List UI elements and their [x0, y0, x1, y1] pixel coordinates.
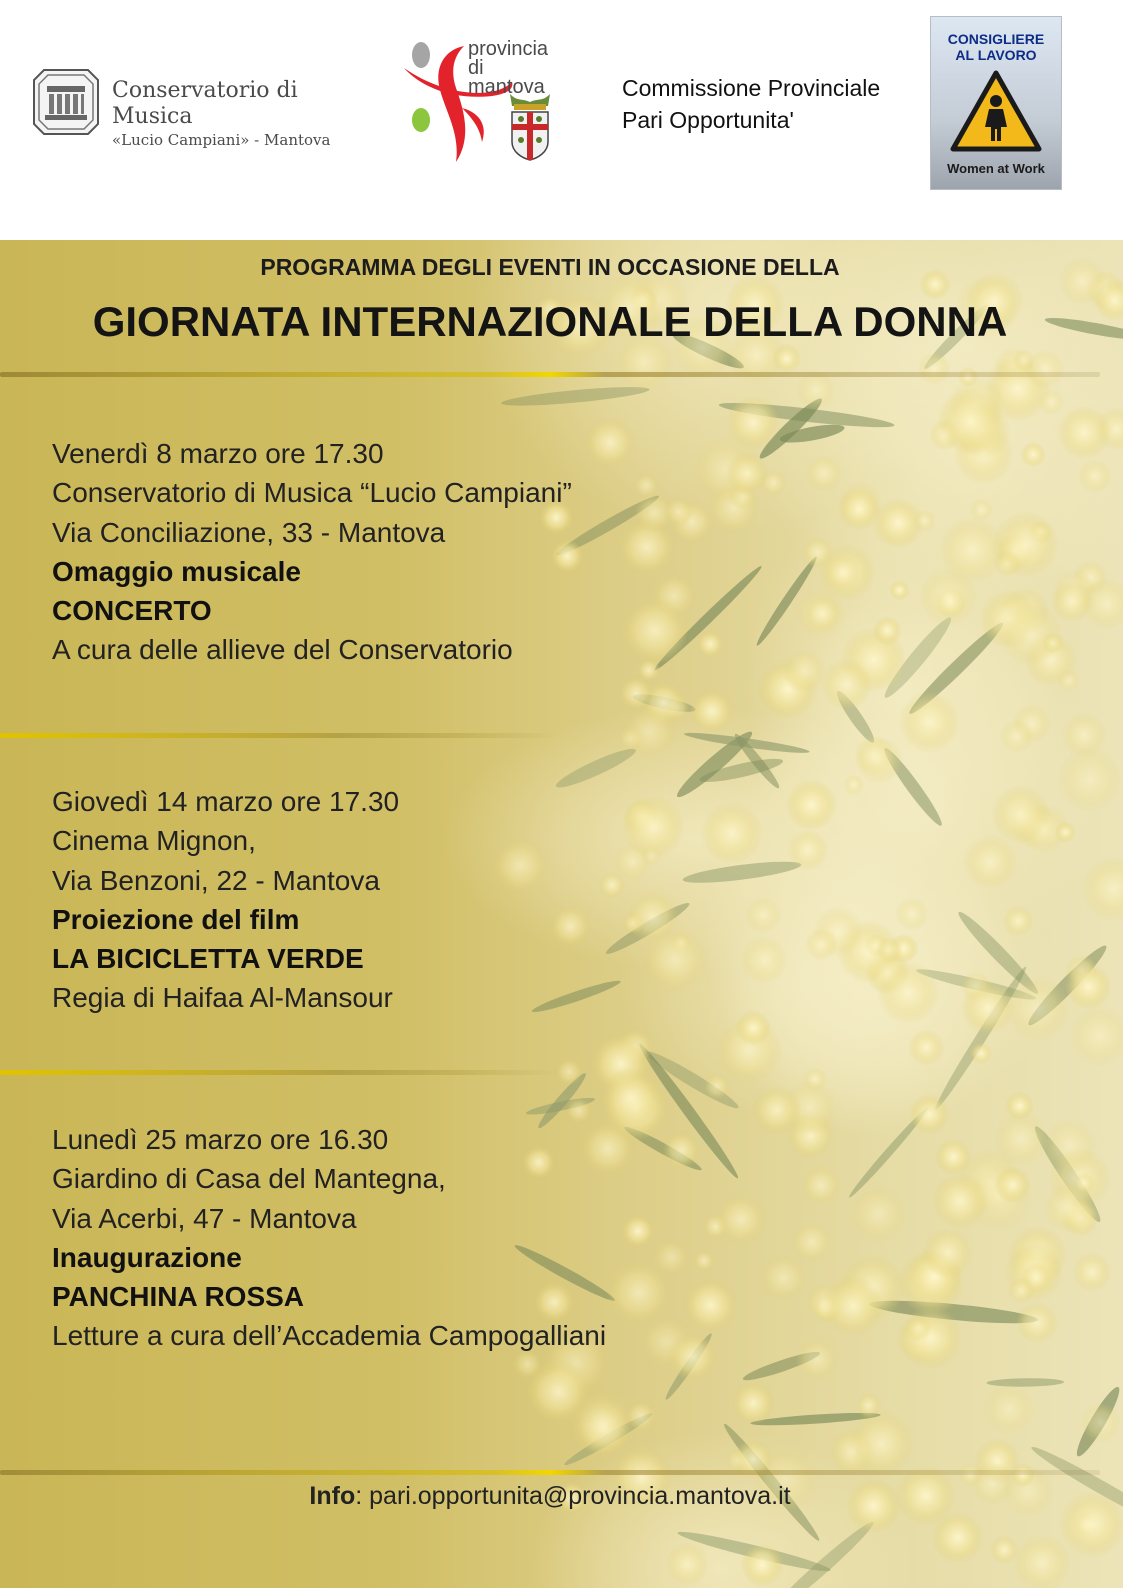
event-venue: Giardino di Casa del Mantegna, — [52, 1163, 446, 1195]
consigliere-logo — [930, 16, 1062, 190]
event-date: Giovedì 14 marzo ore 17.30 — [52, 786, 400, 817]
event-address: Via Benzoni, 22 - Mantova — [52, 864, 380, 896]
event-title: PANCHINA ROSSA — [52, 1281, 305, 1313]
event-note: A cura delle allieve del Conservatorio — [52, 634, 513, 666]
commissione-line2: Pari Opportunita' — [622, 107, 794, 133]
commissione-logo — [622, 72, 880, 136]
event-date: Venerdì 8 marzo ore 17.30 — [52, 438, 384, 469]
event-date: Lunedì 25 marzo ore 16.30 — [52, 1124, 389, 1155]
consigliere-title-line1: CONSIGLIERE — [947, 31, 1045, 47]
consigliere-title-line2: AL LAVORO — [955, 47, 1037, 63]
divider-bottom — [0, 1470, 1100, 1475]
event-type: Proiezione del film — [52, 903, 300, 935]
commissione-line1: Commissione Provinciale — [622, 75, 881, 101]
event-venue: Conservatorio di Musica “Lucio Campiani” — [52, 477, 572, 509]
info-label: Info — [309, 1482, 356, 1510]
provincia-crest-icon — [504, 90, 556, 162]
event-note: Regia di Haifaa Al-Mansour — [52, 982, 393, 1014]
info-separator: : — [355, 1482, 370, 1510]
event-title: LA BICICLETTA VERDE — [52, 943, 364, 975]
info-email-link[interactable]: pari.opportunita@provincia.mantova.it — [369, 1482, 791, 1510]
provincia-line1: provincia — [468, 38, 549, 60]
header-logos — [0, 0, 1123, 240]
conservatorio-seal-icon — [30, 66, 102, 138]
event-3 — [52, 1120, 672, 1356]
provincia-line2: di mantova — [468, 57, 545, 98]
divider-1 — [0, 733, 560, 738]
consigliere-caption: Women at Work — [947, 161, 1045, 176]
poster-panel — [0, 240, 1123, 1588]
conservatorio-name: Conservatorio di Musica — [112, 78, 298, 129]
poster-subtitle: PROGRAMMA DEGLI EVENTI IN OCCASIONE DELLA — [260, 254, 840, 280]
conservatorio-logo — [30, 66, 360, 149]
divider-2 — [0, 1070, 560, 1075]
event-venue: Cinema Mignon, — [52, 825, 256, 857]
event-title: CONCERTO — [52, 595, 212, 627]
event-1 — [52, 434, 672, 670]
event-type: Inaugurazione — [52, 1241, 242, 1273]
poster-title: GIORNATA INTERNAZIONALE DELLA DONNA — [92, 298, 1008, 345]
event-2 — [52, 782, 672, 1018]
event-note: Letture a cura dell’Accademia Campogalliani — [52, 1320, 607, 1352]
warning-sign-woman-icon — [949, 69, 1043, 155]
event-type: Omaggio musicale — [52, 555, 301, 587]
event-address: Via Conciliazione, 33 - Mantova — [52, 516, 446, 548]
divider-top — [0, 372, 1100, 377]
conservatorio-subtitle: «Lucio Campiani» - Mantova — [112, 131, 331, 149]
provincia-logo — [404, 38, 564, 168]
event-address: Via Acerbi, 47 - Mantova — [52, 1202, 357, 1234]
info-line — [0, 1482, 1100, 1511]
